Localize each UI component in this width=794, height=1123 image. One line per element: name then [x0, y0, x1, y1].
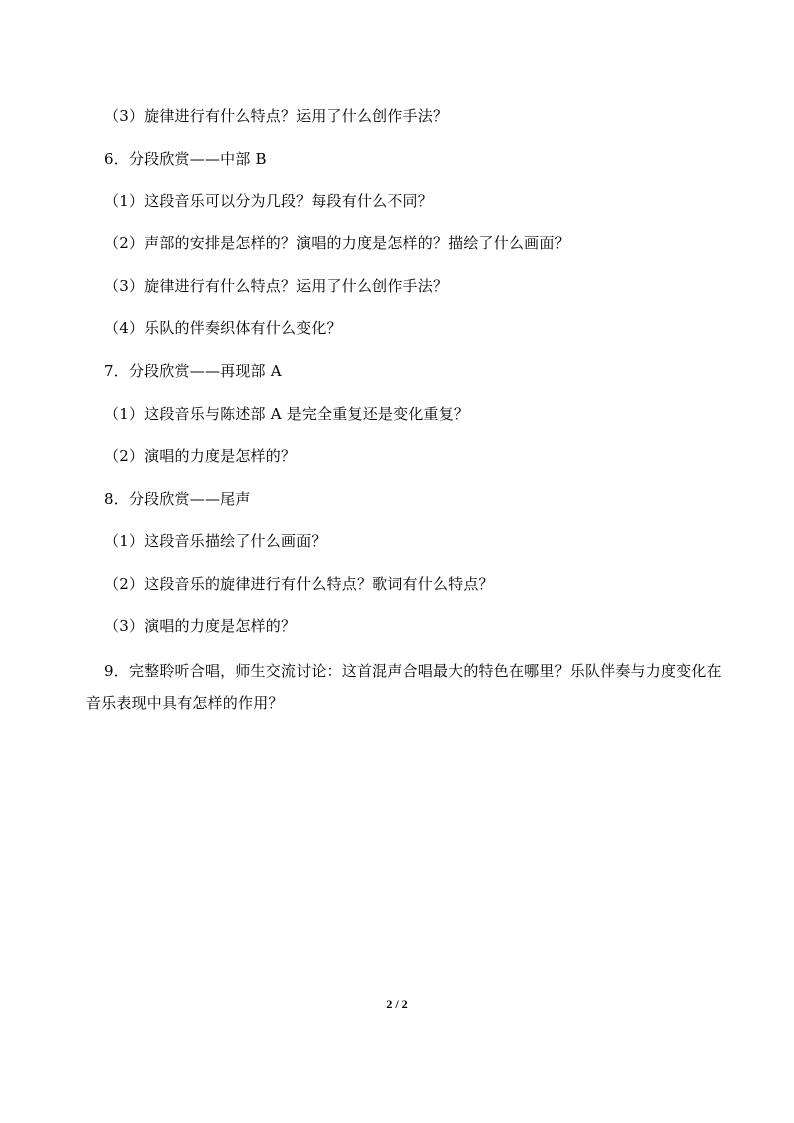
question-8-2: （2）这段音乐的旋律进行有什么特点？歌词有什么特点？: [104, 575, 494, 593]
question-6-2: （2）声部的安排是怎样的？演唱的力度是怎样的？描绘了什么画面？: [104, 234, 570, 252]
question-7-2: （2）演唱的力度是怎样的？: [104, 447, 297, 465]
question-6-1: （1）这段音乐可以分为几段？每段有什么不同？: [104, 192, 433, 210]
section-6-heading: 6．分段欣赏——中部 B: [104, 150, 267, 168]
question-5-3: （3）旋律进行有什么特点？运用了什么创作手法？: [104, 107, 449, 125]
question-8-3: （3）演唱的力度是怎样的？: [104, 617, 297, 635]
question-6-3: （3）旋律进行有什么特点？运用了什么创作手法？: [104, 277, 449, 295]
section-7-heading: 7．分段欣赏——再现部 A: [104, 362, 282, 380]
question-6-4: （4）乐队的伴奏织体有什么变化？: [104, 319, 342, 337]
question-7-1: （1）这段音乐与陈述部 A 是完全重复还是变化重复？: [104, 405, 470, 423]
page-number: 2 / 2: [386, 997, 408, 1011]
question-8-1: （1）这段音乐描绘了什么画面？: [104, 532, 327, 550]
section-9-paragraph: 9．完整聆听合唱，师生交流讨论：这首混声合唱最大的特色在哪里？乐队伴奏与力度变化在音乐表现中具有怎样的作用？: [86, 662, 722, 712]
section-8-heading: 8．分段欣赏——尾声: [104, 490, 251, 508]
